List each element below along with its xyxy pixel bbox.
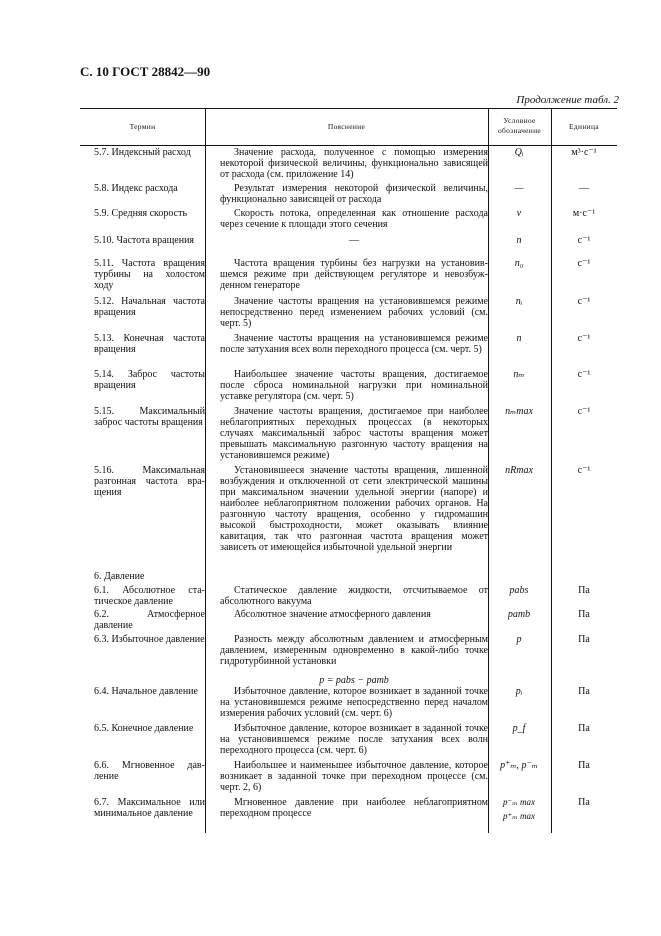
table-header-rule — [80, 145, 617, 146]
term-cell: 5.11. Частота вращения турбины на холостом ходу — [94, 258, 205, 291]
term-cell: 5.8. Индекс расхода — [94, 183, 178, 194]
unit-cell: — — [579, 183, 589, 194]
term-cell: 6.2. Атмосферное давление — [94, 609, 205, 631]
symbol-cell: nRmax — [505, 465, 533, 476]
symbol-cell-secondary: p⁺ₘ max — [502, 811, 535, 821]
section-heading: 6. Давление — [94, 571, 145, 582]
explanation-cell: Статическое давление жидкости, отсчитываемое от абсолютного вакуума — [220, 585, 488, 607]
unit-cell: Па — [578, 760, 590, 771]
unit-cell: Па — [578, 609, 590, 620]
explanation-cell: — — [349, 235, 359, 246]
header-term: Термин — [129, 122, 156, 131]
explanation-cell: Установившееся значение частоты вращения, лишенной возбуждения и отключенной от сети электрической машины при максимальном значении удельной энергии (напоре) и наиболее неблагоприятном положении рабочих органов. На разгонную частоту вращения, особенно у гидромашин высокой быстроходности, может оказывать влияние кавитация, так что разгонная частота вращения может зависеть от имеющейся избыточной удельной энергии — [220, 465, 488, 553]
symbol-cell: n — [516, 235, 522, 246]
header-unit: Единица — [569, 122, 599, 131]
explanation-cell: Разность между абсолютным давлением и атмосферным давлением, измеренным одновременно в какой-либо точке гидротурбинной установки — [220, 634, 488, 667]
term-cell: 6.7. Максимальное или минимальное давление — [94, 797, 205, 819]
symbol-cell: p — [516, 634, 522, 645]
unit-cell: с⁻¹ — [577, 258, 591, 269]
symbol-cell: p_f — [512, 723, 526, 734]
explanation-cell: Наибольшее значение частоты вращения, достигаемое после сброса номинальной нагрузки при номинальной уставке регулятора (см. черт. 5) — [220, 369, 488, 402]
unit-cell: с⁻¹ — [577, 406, 591, 417]
unit-cell: Па — [578, 634, 590, 645]
symbol-cell: nᵢ — [515, 296, 523, 307]
column-divider-1 — [205, 108, 206, 833]
explanation-cell: Абсолютное значение атмосферного давления — [234, 609, 431, 620]
unit-cell: Па — [578, 585, 590, 596]
term-cell: 5.7. Индексный расход — [94, 147, 191, 158]
explanation-cell: Наибольшее и наименьшее избыточное давление, которое возникает в заданной точке при переходном процессе (см. черт. 2, 6) — [220, 760, 488, 793]
explanation-cell: Скорость потока, определенная как отношение расхода через сечение к площади этого сечения — [220, 208, 488, 230]
symbol-cell: n₀ — [514, 258, 524, 269]
unit-cell: с⁻¹ — [577, 333, 591, 344]
term-cell: 6.1. Абсолютное статическое давление — [94, 585, 205, 607]
explanation-cell: Значение частоты вращения, достигаемое при наиболее неблагоприятных переходных процессах (в некоторых случаях максимальный заброс частоты вращения может превышать максимальную разгонную частоту вращения на установившемся режиме) — [220, 406, 488, 461]
table-continuation-label: Продолжение табл. 2 — [516, 94, 619, 106]
unit-cell: с⁻¹ — [577, 369, 591, 380]
explanation-cell: Результат измерения некоторой физической величины, функционально зависящей от расхода — [220, 183, 488, 205]
term-cell: 6.5. Конечное давление — [94, 723, 194, 734]
unit-cell: с⁻¹ — [577, 235, 591, 246]
symbol-cell: n — [516, 333, 522, 344]
term-cell: 5.9. Средняя скорость — [94, 208, 188, 219]
unit-cell: Па — [578, 686, 590, 697]
header-symbol-line1: Условное — [503, 116, 536, 125]
symbol-cell: — — [514, 183, 524, 194]
unit-cell: Па — [578, 797, 590, 808]
explanation-cell: Избыточное давление, которое возникает в заданной точке на установившемся режиме после затухания всех волн переходного процесса (см. черт. 6) — [220, 723, 488, 756]
term-cell: 5.16. Максимальная разгонная частота вращения — [94, 465, 205, 498]
symbol-cell: nₘmax — [505, 406, 533, 417]
term-cell: 5.15. Максимальный заброс частоты вращения — [94, 406, 205, 428]
symbol-cell: Qᵢ — [514, 147, 524, 158]
explanation-cell: Частота вращения турбины без нагрузки на установившемся режиме при действующем регуляторе и невозбужденном генераторе — [220, 258, 488, 291]
unit-cell: Па — [578, 723, 590, 734]
explanation-cell: Значение расхода, полученное с помощью измерения некоторой физической величины, функционально зависящей от расхода (см. приложение 14) — [220, 147, 488, 180]
symbol-cell: p⁻ₘ max — [502, 797, 535, 807]
term-cell: 5.10. Частота вращения — [94, 235, 195, 246]
term-cell: 6.3. Избыточное давление — [94, 634, 205, 645]
symbol-cell: v — [516, 208, 522, 219]
page-header: С. 10 ГОСТ 28842—90 — [80, 64, 211, 79]
unit-cell: м·с⁻¹ — [572, 208, 596, 219]
symbol-cell: nₘ — [513, 369, 525, 380]
unit-cell: с⁻¹ — [577, 296, 591, 307]
symbol-cell: pabs — [509, 585, 529, 596]
formula: p = pabs − pamb — [319, 675, 389, 686]
header-symbol-line2: обозначение — [497, 126, 542, 135]
term-cell: 6.4. Начальное давление — [94, 686, 198, 697]
term-cell: 6.6. Мгновенное давление — [94, 760, 205, 782]
symbol-cell: p⁺ₘ, p⁻ₘ — [500, 760, 538, 771]
term-cell: 5.12. Начальная частота вращения — [94, 296, 205, 318]
symbol-cell: pᵢ — [515, 686, 523, 697]
header-explanation: Пояснение — [327, 122, 366, 131]
unit-cell: м³·с⁻¹ — [571, 147, 597, 158]
explanation-cell: Мгновенное давление при наиболее неблагоприятном переходном процессе — [220, 797, 488, 819]
term-cell: 5.14. Заброс частоты вращения — [94, 369, 205, 391]
explanation-cell: Избыточное давление, которое возникает в заданной точке на установившемся режиме непосредственно перед началом измерения рабочих условий (см. черт. 6) — [220, 686, 488, 719]
table-top-rule — [80, 108, 617, 109]
symbol-cell: pamb — [507, 609, 531, 620]
unit-cell: с⁻¹ — [577, 465, 591, 476]
term-cell: 5.13. Конечная частота вращения — [94, 333, 205, 355]
explanation-cell: Значение частоты вращения на установившемся режиме непосредственно перед изменением рабочих условий (см. черт. 5) — [220, 296, 488, 329]
explanation-cell: Значение частоты вращения на установившемся режиме после затухания всех волн переходного процесса (см. черт. 5) — [220, 333, 488, 355]
